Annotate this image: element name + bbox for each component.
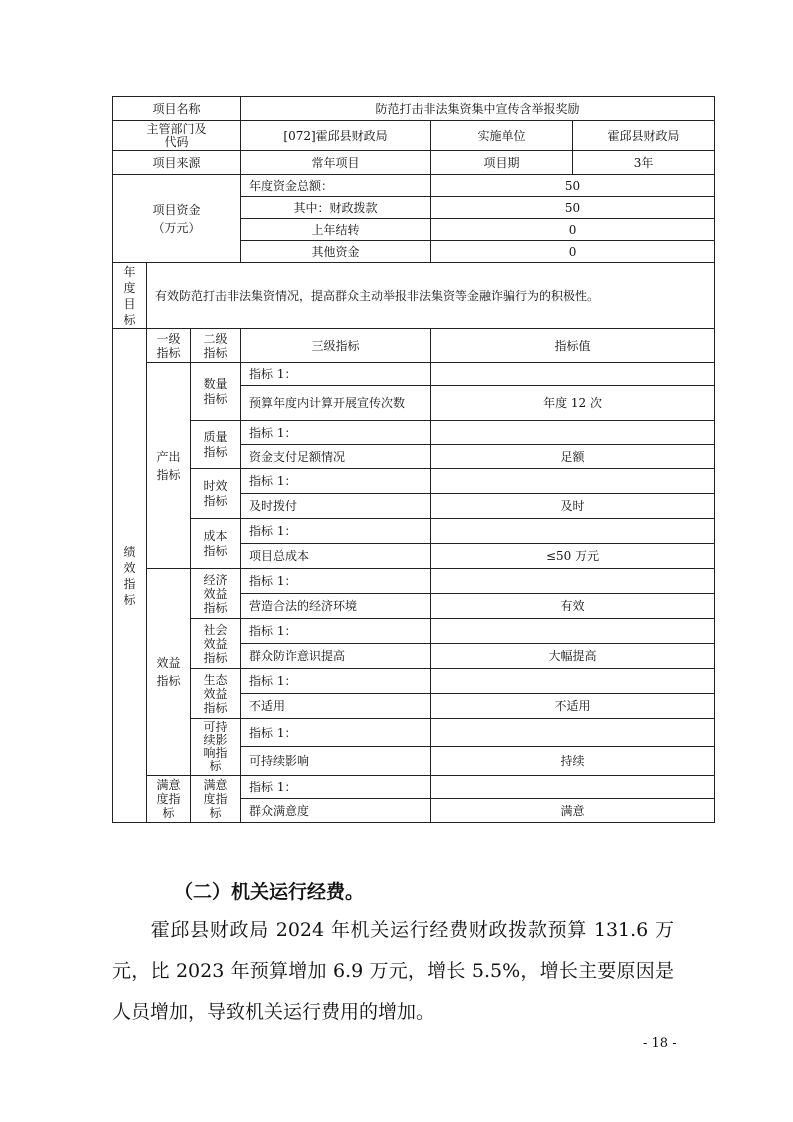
funds-other: 0 [431, 241, 715, 263]
dept-label: 主管部门及代码 [113, 121, 241, 151]
group-label: 可持续影响指标 [191, 719, 241, 776]
period-value: 3年 [573, 151, 715, 175]
index-value: 年度 12 次 [431, 386, 715, 421]
section-paragraph [112, 910, 674, 1033]
goal-label: 年度目标 [113, 263, 147, 329]
funds-carry: 0 [431, 219, 715, 241]
funds-fiscal-label: 其中：财政拨款 [241, 197, 431, 219]
page-number: - 18 - [643, 1036, 677, 1051]
satisfaction-label: 满意度指标 [147, 776, 191, 823]
index-label: 指标 1： [241, 519, 431, 544]
period-label: 项目期 [431, 151, 573, 175]
index-label: 指标 1： [241, 619, 431, 644]
funds-total: 50 [431, 175, 715, 197]
output-label: 产出指标 [147, 363, 191, 569]
section-heading: （二）机关运行经费。 [174, 881, 365, 903]
index-name: 不适用 [241, 694, 431, 719]
index-label: 指标 1： [241, 469, 431, 494]
perf-h1: 一级指标 [147, 329, 191, 363]
index-name: 营造合法的经济环境 [241, 594, 431, 619]
goal-text: 有效防范打击非法集资情况，提高群众主动举报非法集资等金融诈骗行为的积极性。 [147, 263, 715, 329]
funds-total-label: 年度资金总额： [241, 175, 431, 197]
index-name: 及时拨付 [241, 494, 431, 519]
funds-label: 项目资金（万元） [113, 175, 241, 263]
perf-h3: 三级指标 [241, 329, 431, 363]
impl-label: 实施单位 [431, 121, 573, 151]
index-label: 指标 1： [241, 363, 431, 386]
index-name: 项目总成本 [241, 544, 431, 569]
index-value: ≤50 万元 [431, 544, 715, 569]
index-name: 预算年度内计算开展宣传次数 [241, 386, 431, 421]
group-label: 满意度指标 [191, 776, 241, 823]
index-value: 大幅提高 [431, 644, 715, 669]
index-value: 及时 [431, 494, 715, 519]
index-label: 指标 1： [241, 421, 431, 445]
project-name: 防范打击非法集资集中宣传含举报奖励 [241, 97, 715, 121]
paragraph-text: 霍邱县财政局 2024 年机关运行经费财政拨款预算 131.6 万元，比 2023 年预算增加 6.9 万元，增长 5.5%，增长主要原因是人员增加，导致机关运行费用的增加。 [112, 919, 674, 1023]
index-value: 持续 [431, 747, 715, 776]
source-value: 常年项目 [241, 151, 431, 175]
index-value: 足额 [431, 445, 715, 469]
index-name: 可持续影响 [241, 747, 431, 776]
impl-value: 霍邱县财政局 [573, 121, 715, 151]
perf-label: 绩效指标 [113, 329, 147, 823]
perf-h4: 指标值 [431, 329, 715, 363]
index-name: 群众满意度 [241, 799, 431, 823]
project-name-label: 项目名称 [113, 97, 241, 121]
index-label: 指标 1： [241, 669, 431, 694]
benefit-label: 效益指标 [147, 569, 191, 776]
index-value: 满意 [431, 799, 715, 823]
group-label: 时效指标 [191, 469, 241, 519]
index-name: 资金支付足额情况 [241, 445, 431, 469]
group-label: 经济效益指标 [191, 569, 241, 619]
funds-other-label: 其他资金 [241, 241, 431, 263]
index-value: 有效 [431, 594, 715, 619]
perf-h2: 二级指标 [191, 329, 241, 363]
index-value: 不适用 [431, 694, 715, 719]
funds-carry-label: 上年结转 [241, 219, 431, 241]
index-label: 指标 1： [241, 569, 431, 594]
group-label: 质量指标 [191, 421, 241, 469]
project-table [112, 96, 715, 823]
group-label: 成本指标 [191, 519, 241, 569]
group-label: 社会效益指标 [191, 619, 241, 669]
index-name: 群众防诈意识提高 [241, 644, 431, 669]
funds-fiscal: 50 [431, 197, 715, 219]
dept-value: [072]霍邱县财政局 [241, 121, 431, 151]
group-label: 数量指标 [191, 363, 241, 421]
index-label: 指标 1： [241, 776, 431, 799]
source-label: 项目来源 [113, 151, 241, 175]
group-label: 生态效益指标 [191, 669, 241, 719]
index-label: 指标 1： [241, 719, 431, 747]
